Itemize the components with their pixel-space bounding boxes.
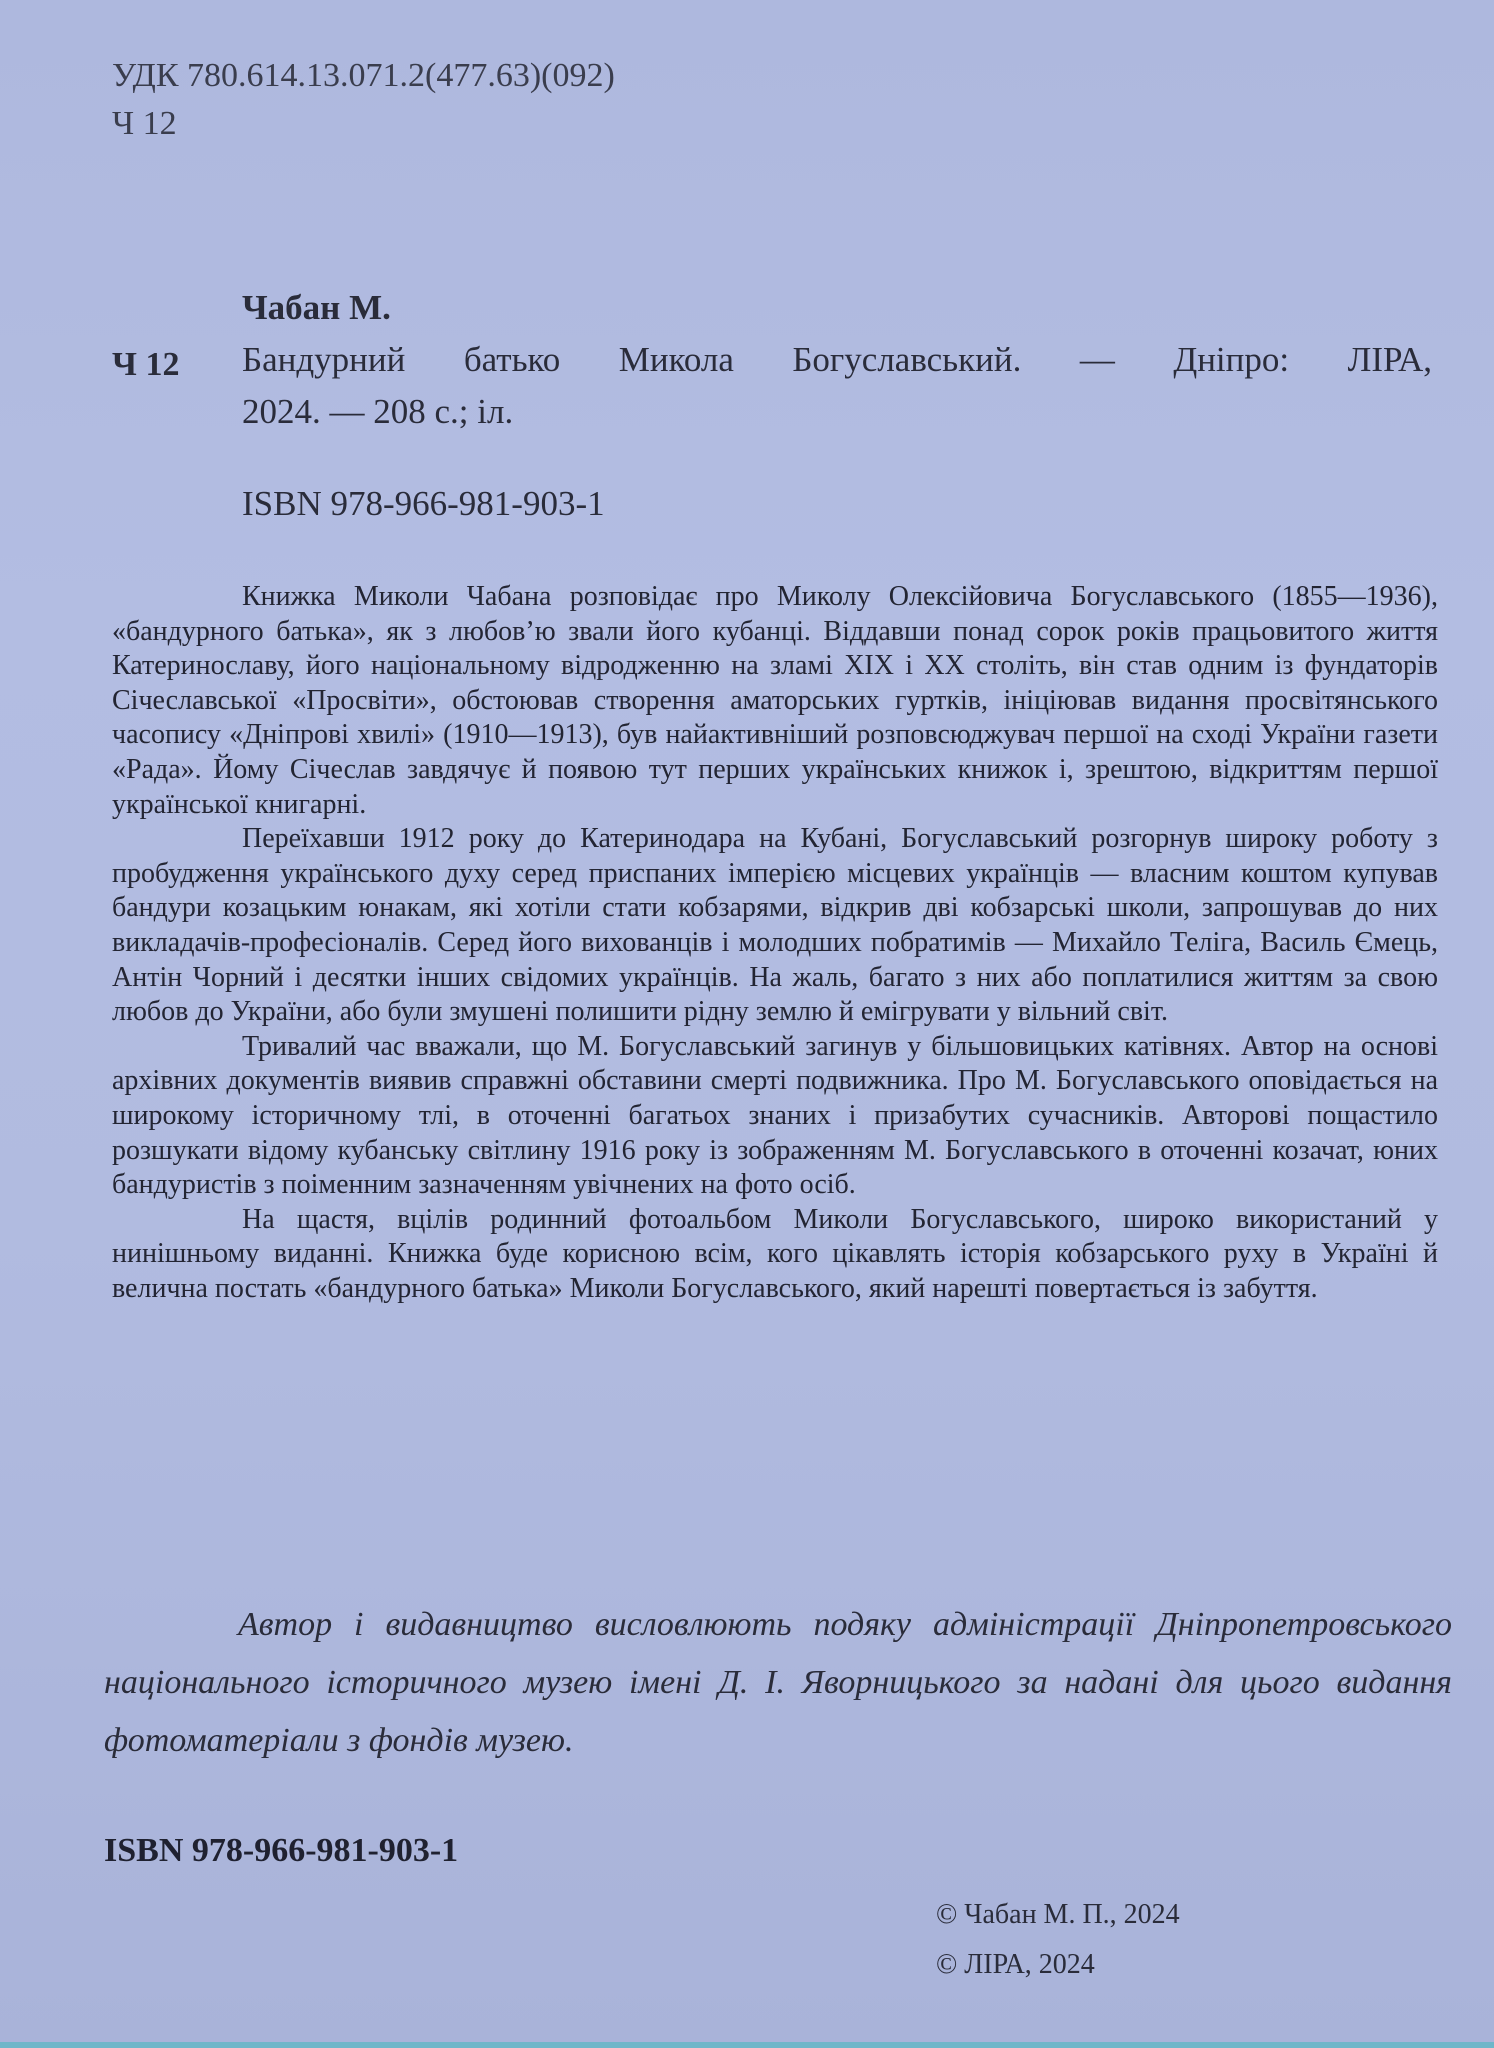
copyright-author: © Чабан М. П., 2024 <box>936 1899 1180 1930</box>
bbk-code: Ч 12 <box>112 105 177 142</box>
catalog-side-code: Ч 12 <box>112 346 180 383</box>
bibliographic-record <box>242 282 1432 438</box>
acknowledgement-text: Автор і видавництво висловлюють подяку адміністрації Дніпропетровського національного історичного музею імені Д. І. Яворницького за надані для цього видання фотоматеріали з фондів музею. <box>104 1606 1452 1759</box>
abstract-paragraph: На щастя, вцілів родинний фотоальбом Миколи Богуславського, широко використаний у нинішньому виданні. Книжка буде корисною всім, кого цікавлять історія кобзарського руху в Україні й велична постать «бандурного батька» Миколи Богуславського, який нарешті повертається із забуття. <box>112 1203 1438 1304</box>
author-name: Чабан М. <box>242 288 391 327</box>
copyright-publisher: © ЛІРА, 2024 <box>936 1949 1095 1980</box>
abstract-paragraph: Переїхавши 1912 року до Катеринодара на Кубані, Богуславський розгорнув широку роботу з пробудження українського духу серед приспаних імперією місцевих українців — власним коштом купував бандури козацьким юнакам, які хотіли стати кобзарями, відкрив дві кобзарські школи, запрошував до них викладачів-професіоналів. Серед його вихованців і молодших побратимів — Михайло Теліга, Василь Ємець, Антін Чорний і десятки інших свідомих українців. На жаль, багато з них або поплатилися життям за свою любов до України, або були змушені полишити рідну землю й емігрувати у вільний світ. <box>112 823 1438 1028</box>
page-edge-strip <box>0 2042 1494 2048</box>
copyright-block <box>936 1890 1180 1990</box>
abstract-paragraph: Книжка Миколи Чабана розповідає про Миколу Олексійовича Богуславського (1855—1936), «бандурного батька», як з любов’ю звали його кубанці. Віддавши понад сорок років працьовитого життя Катеринославу, його національному відродженню на зламі XIX і XX століть, він став одним із фундаторів Січеславської «Просвіти», обстоював створення аматорських гуртків, ініціював видання просвітянського часопису «Дніпрові хвилі» (1910—1913), був найактивніший розповсюджувач першої на сході України газети «Рада». Йому Січеслав завдячує й появою тут перших українських книжок і, зрештою, відкриттям першої української книгарні. <box>112 581 1438 820</box>
udk-code: УДК 780.614.13.071.2(477.63)(092) <box>112 57 615 94</box>
imprint-line: 2024. — 208 с.; іл. <box>242 392 514 431</box>
isbn-footer: ISBN 978-966-981-903-1 <box>104 1832 459 1869</box>
isbn-record: ISBN 978-966-981-903-1 <box>242 484 605 523</box>
abstract-paragraph: Тривалий час вважали, що М. Богуславський загинув у більшовицьких катівнях. Автор на основі архівних документів виявив справжні обставини смерті подвижника. Про М. Богуславського оповідається на широкому історичному тлі, в оточенні багатьох знаних і призабутих сучасників. Авторові пощастило розшукати відому кубанську світлину 1916 року із зображенням М. Богуславського в оточенні козачат, юних бандуристів з поіменним зазначенням увічнених на фото осіб. <box>112 1030 1438 1201</box>
book-title-line: Бандурний батько Микола Богуславський. — Дніпро: ЛІРА, <box>242 340 1432 379</box>
classification-block <box>112 52 615 148</box>
book-abstract <box>112 580 1438 1306</box>
